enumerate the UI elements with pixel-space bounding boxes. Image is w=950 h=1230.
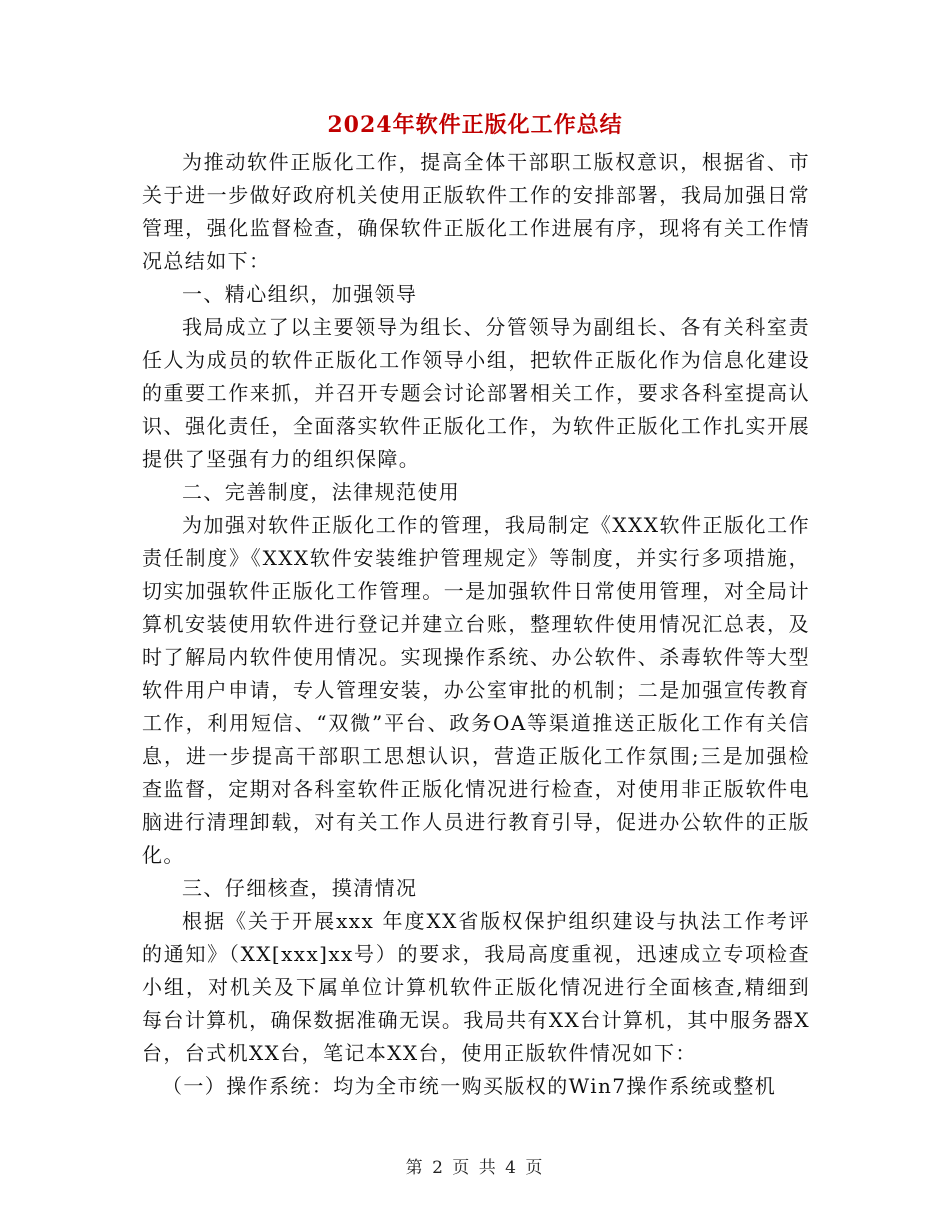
intro-paragraph: 为推动软件正版化工作，提高全体干部职工版权意识，根据省、市关于进一步做好政府机关使用正版软件工作的安排部署，我局加强日常管理，强化监督检查，确保软件正版化工作进展有序，现将有关工作情况总结如下： <box>142 150 810 273</box>
document-body <box>142 146 810 1103</box>
page-number-footer: 第 2 页 共 4 页 <box>405 1158 545 1178</box>
section-heading-3: 三、仔细核查，摸清情况 <box>182 876 418 900</box>
document-title: 2024年软件正版化工作总结 <box>327 112 623 138</box>
section-3-paragraph: 根据《关于开展xxx 年度XX省版权保护组织建设与执法工作考评的通知》（XX[xxx]xx号）的要求，我局高度重视，迅速成立专项检查小组，对机关及下属单位计算机软件正版化情况进行全面核查,精细到每台计算机，确保数据准确无误。我局共有XX台计算机，其中服务器X台，台式机XX台，笔记本XX台，使用正版软件情况如下： <box>142 909 810 1065</box>
section-heading-2: 二、完善制度，法律规范使用 <box>182 480 461 504</box>
section-2-paragraph: 为加强对软件正版化工作的管理，我局制定《XXX软件正版化工作责任制度》《XXX软件安装维护管理规定》等制度，并实行多项措施，切实加强软件正版化工作管理。一是加强软件日常使用管理，对全局计算机安装使用软件进行登记并建立台账，整理软件使用情况汇总表，及时了解局内软件使用情况。实现操作系统、办公软件、杀毒软件等大型软件用户申请，专人管理安装，办公室审批的机制；二是加强宣传教育工作，利用短信、“双微”平台、政务OA等渠道推送正版化工作有关信息，进一步提高干部职工思想认识，营造正版化工作氛围;三是加强检查监督，定期对各科室软件正版化情况进行检查，对使用非正版软件电脑进行清理卸载，对有关工作人员进行教育引导，促进办公软件的正版化。 <box>142 513 810 867</box>
section-1-paragraph: 我局成立了以主要领导为组长、分管领导为副组长、各有关科室责任人为成员的软件正版化工作领导小组，把软件正版化作为信息化建设的重要工作来抓，并召开专题会讨论部署相关工作，要求各科室提高认识、强化责任，全面落实软件正版化工作，为软件正版化工作扎实开展提供了坚强有力的组织保障。 <box>142 315 810 471</box>
subsection-os-paragraph: （一）操作系统：均为全市统一购买版权的Win7操作系统或整机 <box>162 1074 777 1098</box>
section-heading-1: 一、精心组织，加强领导 <box>182 282 418 306</box>
